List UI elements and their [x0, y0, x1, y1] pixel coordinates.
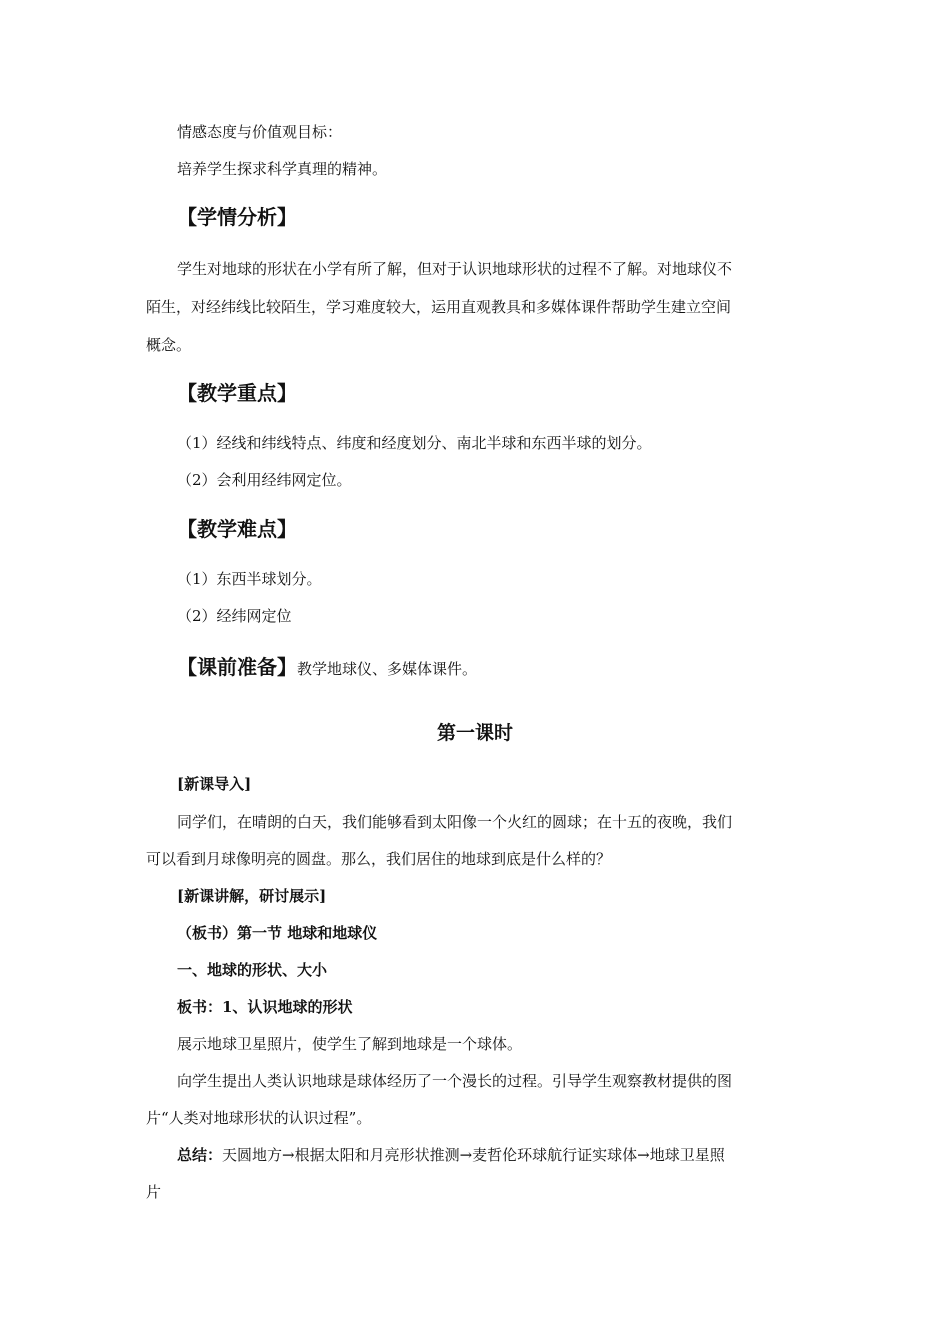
difficulty-2: （2）经纬网定位 — [177, 607, 292, 625]
objectives-text: 培养学生探求科学真理的精神。 — [177, 160, 388, 178]
objectives-label: 情感态度与价值观目标： — [177, 123, 343, 141]
summary-row — [177, 1145, 725, 1165]
learning-analysis-line-1: 学生对地球的形状在小学有所了解，但对于认识地球形状的过程不了解。对地球仪不 — [177, 260, 733, 278]
paragraph-2-line-1: 向学生提出人类认识地球是球体经历了一个漫长的过程。引导学生观察教材提供的图 — [177, 1072, 733, 1090]
intro-line-2: 可以看到月球像明亮的圆盘。那么，我们居住的地球到底是什么样的？ — [146, 850, 612, 868]
learning-analysis-line-3: 概念。 — [146, 336, 192, 354]
intro-line-1: 同学们，在晴朗的白天，我们能够看到太阳像一个火红的圆球；在十五的夜晚，我们 — [177, 813, 733, 831]
lecture-heading: [新课讲解，研讨展示] — [177, 887, 327, 905]
summary-line-1: 天圆地方→根据太阳和月亮形状推测→麦哲伦环球航行证实球体→地球卫星照 — [222, 1146, 725, 1164]
learning-analysis-heading: 【学情分析】 — [177, 205, 297, 229]
difficulty-1: （1）东西半球划分。 — [177, 570, 322, 588]
intro-heading: [新课导入] — [177, 775, 252, 793]
preparation-heading: 【课前准备】 — [177, 655, 297, 679]
summary-line-2: 片 — [146, 1183, 162, 1201]
preparation-text: 教学地球仪、多媒体课件。 — [297, 660, 478, 678]
key-points-heading: 【教学重点】 — [177, 381, 297, 405]
paragraph-1: 展示地球卫星照片，使学生了解到地球是一个球体。 — [177, 1035, 523, 1053]
paragraph-2-line-2: 片“人类对地球形状的认识过程”。 — [146, 1109, 372, 1127]
summary-label: 总结： — [177, 1146, 223, 1164]
learning-analysis-line-2: 陌生，对经纬线比较陌生，学习难度较大，运用直观教具和多媒体课件帮助学生建立空间 — [146, 298, 732, 316]
section-heading: 一、地球的形状、大小 — [177, 961, 328, 979]
lesson-title: 第一课时 — [436, 722, 513, 744]
key-point-2: （2）会利用经纬网定位。 — [177, 471, 352, 489]
board-title: （板书）第一节 地球和地球仪 — [177, 924, 378, 942]
difficulties-heading: 【教学难点】 — [177, 517, 297, 541]
board-item: 板书：1、认识地球的形状 — [177, 998, 353, 1016]
preparation-row — [177, 654, 477, 680]
key-point-1: （1）经线和纬线特点、纬度和经度划分、南北半球和东西半球的划分。 — [177, 434, 652, 452]
